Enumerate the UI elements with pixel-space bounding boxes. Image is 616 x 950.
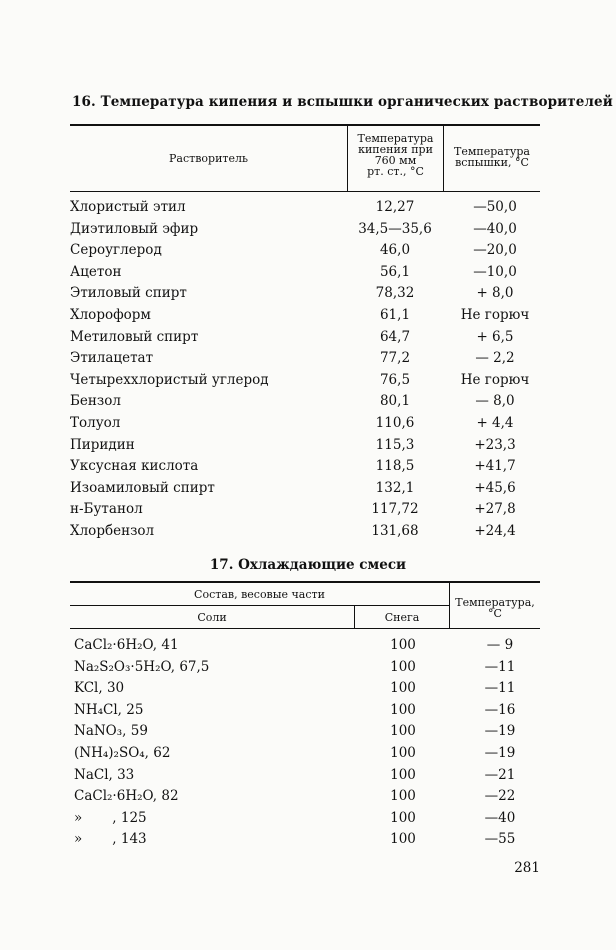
table16-row [0, 372, 616, 393]
boiling-point: 61,1 [379, 307, 411, 323]
solvent-name: Толуол [70, 415, 121, 431]
boiling-point: 64,7 [379, 328, 411, 345]
snow-parts: 100 [390, 680, 416, 697]
table17-header-rule [70, 628, 540, 629]
table17-row [0, 810, 616, 831]
table16-title: 16. Температура кипения и вспышки органических растворителей [72, 94, 613, 110]
solvent-name: Четыреххлористый углерод [70, 371, 269, 388]
solvent-name: Сероуглерод [70, 242, 162, 259]
flash-point: —50,0 [473, 199, 517, 215]
boiling-point: 80,1 [379, 393, 411, 410]
salt-composition: NH₄Cl, 25 [74, 701, 144, 718]
table17-top-rule [70, 581, 540, 583]
table16-row [0, 393, 616, 414]
table16-top-rule [70, 124, 540, 126]
boiling-point: 115,3 [375, 436, 415, 453]
flash-point: —40,0 [473, 220, 517, 237]
table16-row [0, 199, 616, 220]
snow-parts: 100 [390, 637, 416, 653]
flash-point: +27,8 [474, 501, 516, 518]
solvent-name: Метиловый спирт [70, 328, 199, 345]
table16-row [0, 285, 616, 306]
boiling-point: 132,1 [375, 479, 415, 496]
solvent-name: Пиридин [70, 436, 135, 453]
table17-header-salts: Соли [197, 611, 227, 624]
table17-title: 17. Охлаждающие смеси [209, 557, 407, 573]
boiling-point: 76,5 [379, 371, 411, 388]
boiling-point: 46,0 [379, 242, 411, 259]
flash-point: + 6,5 [476, 328, 514, 345]
salt-composition: NaCl, 33 [74, 766, 135, 783]
snow-parts: 100 [390, 723, 416, 740]
table16-row [0, 221, 616, 242]
salt-composition: » , 143 [74, 831, 147, 848]
salt-composition: » , 125 [74, 809, 147, 826]
solvent-name: Этиловый спирт [70, 285, 187, 302]
table16-row [0, 242, 616, 263]
mixture-temperature: —16 [484, 701, 516, 718]
solvent-name: Этилацетат [70, 350, 154, 367]
table16-row [0, 329, 616, 350]
solvent-name: Ацетон [70, 263, 122, 280]
page-number: 281 [514, 860, 540, 876]
table16-row [0, 437, 616, 458]
flash-point: +24,4 [474, 523, 516, 539]
table17-row [0, 831, 616, 852]
table16-header-solvent: Растворитель [169, 152, 248, 165]
snow-parts: 100 [390, 745, 416, 761]
table17-header-temperature: Температура, °С [455, 596, 535, 620]
flash-point: Не горюч [460, 307, 530, 323]
table17-row [0, 702, 616, 723]
table17-row [0, 723, 616, 744]
table16-row [0, 480, 616, 501]
snow-parts: 100 [390, 658, 416, 675]
mixture-temperature: —40 [484, 809, 516, 826]
boiling-point: 131,68 [371, 523, 419, 539]
salt-composition: NaNO₃, 59 [74, 723, 148, 740]
flash-point: —10,0 [473, 263, 517, 280]
solvent-name: Хлороформ [70, 307, 151, 323]
flash-point: +45,6 [474, 479, 516, 496]
boiling-point: 110,6 [375, 415, 415, 431]
table17-row [0, 788, 616, 809]
table16-row [0, 458, 616, 479]
salt-composition: KCl, 30 [74, 680, 125, 697]
table17-subheader-rule [70, 605, 449, 606]
snow-parts: 100 [390, 788, 416, 805]
solvent-name: Диэтиловый эфир [70, 220, 199, 237]
boiling-point: 34,5—35,6 [358, 220, 432, 237]
table16-row [0, 523, 616, 544]
table16-row [0, 307, 616, 328]
table16-header-rule [70, 191, 540, 192]
solvent-name: Бензол [70, 393, 121, 410]
solvent-name: н-Бутанол [70, 501, 143, 518]
salt-composition: Na₂S₂O₃·5H₂O, 67,5 [74, 658, 210, 675]
boiling-point: 56,1 [379, 263, 411, 280]
flash-point: +23,3 [474, 436, 516, 453]
mixture-temperature: —19 [484, 745, 516, 761]
snow-parts: 100 [390, 766, 416, 783]
salt-composition: CaCl₂·6H₂O, 82 [74, 788, 179, 805]
mixture-temperature: — 9 [486, 637, 514, 653]
salt-composition: CaCl₂·6H₂O, 41 [74, 637, 179, 653]
flash-point: + 8,0 [476, 285, 514, 302]
mixture-temperature: —21 [484, 766, 516, 783]
boiling-point: 117,72 [371, 501, 419, 518]
flash-point: —20,0 [473, 242, 517, 259]
solvent-name: Изоамиловый спирт [70, 479, 215, 496]
mixture-temperature: —11 [484, 680, 516, 697]
boiling-point: 78,32 [375, 285, 415, 302]
table17-row [0, 745, 616, 766]
mixture-temperature: —22 [484, 788, 516, 805]
flash-point: Не горюч [460, 371, 530, 388]
table17-row [0, 767, 616, 788]
snow-parts: 100 [390, 809, 416, 826]
table16-row [0, 415, 616, 436]
table17-header-snow: Снега [384, 611, 420, 624]
salt-composition: (NH₄)₂SO₄, 62 [74, 745, 171, 761]
table16-header-boiling: Температура кипения при 760 мм рт. ст., °С [357, 132, 434, 178]
table16-row [0, 264, 616, 285]
snow-parts: 100 [390, 831, 416, 848]
table16-row [0, 501, 616, 522]
flash-point: + 4,4 [476, 415, 514, 431]
table17-row [0, 637, 616, 658]
boiling-point: 77,2 [379, 350, 411, 367]
table16-row [0, 350, 616, 371]
table16-header-flash: Температура вспышки, °С [453, 145, 530, 169]
table17-row [0, 680, 616, 701]
boiling-point: 118,5 [375, 458, 415, 475]
mixture-temperature: —55 [484, 831, 516, 848]
table17-header-composition: Состав, весовые части [194, 588, 325, 601]
solvent-name: Хлорбензол [70, 523, 155, 539]
table17-row [0, 659, 616, 680]
solvent-name: Хлористый этил [70, 199, 186, 215]
mixture-temperature: —19 [484, 723, 516, 740]
boiling-point: 12,27 [375, 199, 415, 215]
solvent-name: Уксусная кислота [70, 458, 199, 475]
flash-point: — 8,0 [475, 393, 515, 410]
snow-parts: 100 [390, 701, 416, 718]
flash-point: — 2,2 [475, 350, 515, 367]
mixture-temperature: —11 [484, 658, 516, 675]
flash-point: +41,7 [474, 458, 516, 475]
